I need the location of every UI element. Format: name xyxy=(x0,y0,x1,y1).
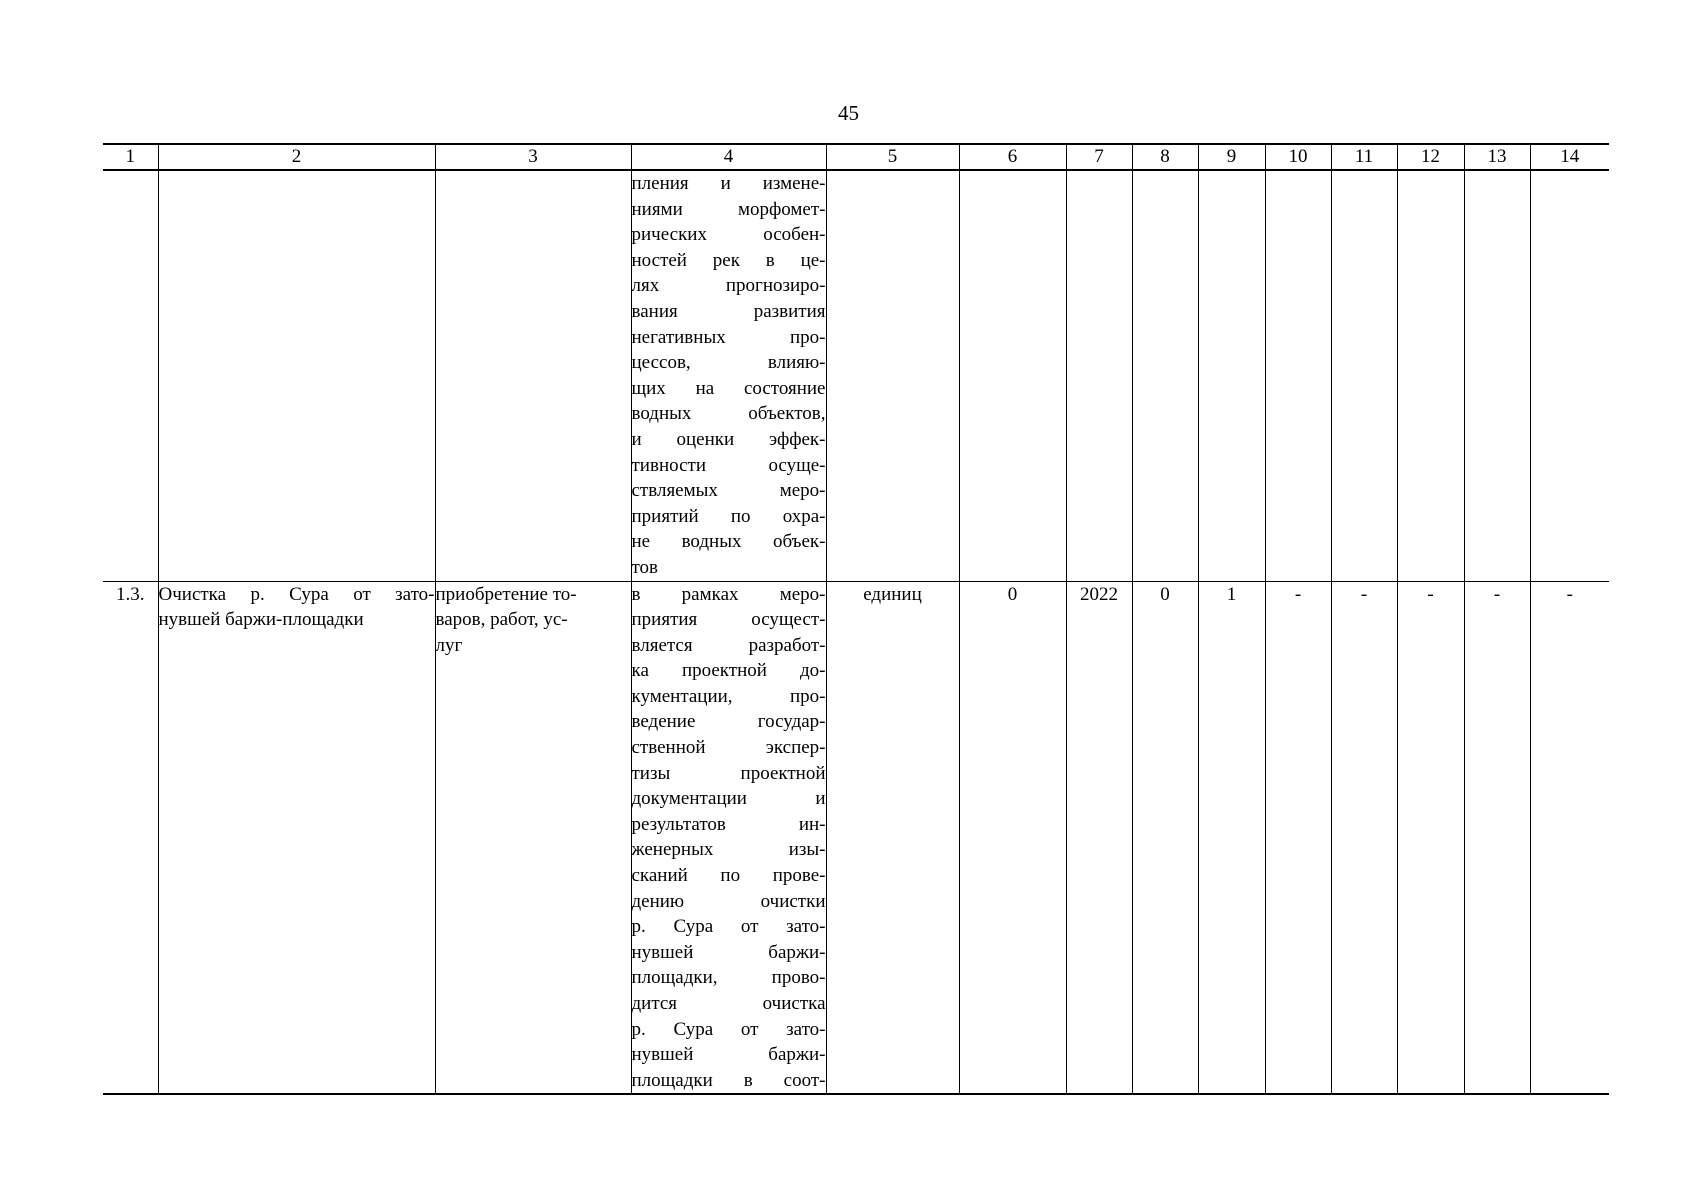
column-header-8: 8 xyxy=(1132,144,1198,170)
description-line: р. Сура от зато- xyxy=(631,1018,826,1040)
description-line: кументации, про- xyxy=(631,685,826,707)
description-line: документации и xyxy=(631,788,826,810)
measure-name-line: нувшей баржи-площадки xyxy=(158,609,364,631)
description-line: ствляемых меро- xyxy=(631,480,826,502)
cell-value xyxy=(1397,170,1464,581)
table-row xyxy=(103,170,1609,581)
description-line: результатов ин- xyxy=(631,813,826,835)
cell-unit: единиц xyxy=(826,581,959,1094)
description-line: ведение государ- xyxy=(631,711,826,733)
column-header-6: 6 xyxy=(959,144,1066,170)
column-header-12: 12 xyxy=(1397,144,1464,170)
cell-value xyxy=(1132,170,1198,581)
description-line: вляется разработ- xyxy=(631,634,826,656)
description-line: р. Сура от зато- xyxy=(631,916,826,938)
cell-value xyxy=(1198,170,1265,581)
cell-type xyxy=(435,170,631,581)
column-header-9: 9 xyxy=(1198,144,1265,170)
description-line: в рамках меро- xyxy=(631,583,826,605)
cell-value: - xyxy=(1265,581,1331,1094)
description-line: щих на состояние xyxy=(631,377,826,399)
description-line: сканий по прове- xyxy=(631,865,826,887)
column-header-2: 2 xyxy=(158,144,435,170)
description-line: дению очистки xyxy=(631,890,826,912)
description-line: нувшей баржи- xyxy=(631,941,826,963)
description-line: тов xyxy=(631,556,659,578)
cell-value xyxy=(1066,170,1132,581)
description-line: ственной экспер- xyxy=(631,737,826,759)
cell-unit xyxy=(826,170,959,581)
description-line: рических особен- xyxy=(631,224,826,246)
description-line: нувшей баржи- xyxy=(631,1044,826,1066)
description-line: площадки в соот- xyxy=(631,1069,826,1091)
description-line: ниями морфомет- xyxy=(631,198,826,220)
cell-value: 1 xyxy=(1198,581,1265,1094)
description-line: дится очистка xyxy=(631,993,826,1014)
description-line: водных объектов, xyxy=(631,403,826,425)
cell-number: 1.3. xyxy=(103,581,158,1094)
cell-number xyxy=(103,170,158,581)
description-line: негативных про- xyxy=(631,326,826,348)
description-line: площадки, прово- xyxy=(631,967,826,989)
column-header-11: 11 xyxy=(1331,144,1397,170)
description-line: ка проектной до- xyxy=(631,660,826,682)
column-header-14: 14 xyxy=(1530,144,1609,170)
description-line: тивности осуще- xyxy=(631,454,826,476)
description-line: приятия осущест- xyxy=(631,609,826,631)
cell-description xyxy=(631,170,826,581)
cell-value xyxy=(1331,170,1397,581)
column-header-7: 7 xyxy=(1066,144,1132,170)
cell-value xyxy=(1464,170,1530,581)
description-line: лях прогнозиро- xyxy=(631,275,826,297)
table-row xyxy=(103,581,1609,1094)
description-line: вания развития xyxy=(631,300,826,322)
cell-measure-name xyxy=(158,170,435,581)
cell-description xyxy=(631,581,826,1094)
cell-value: - xyxy=(1331,581,1397,1094)
measure-name-line: Очистка р. Сура от зато- xyxy=(158,583,435,605)
cell-value xyxy=(1265,170,1331,581)
cell-value: 2022 xyxy=(1066,581,1132,1094)
cell-value: - xyxy=(1530,581,1609,1094)
column-header-13: 13 xyxy=(1464,144,1530,170)
description-line: и оценки эффек- xyxy=(631,428,826,450)
type-line: луг xyxy=(435,634,463,656)
cell-value: - xyxy=(1397,581,1464,1094)
column-header-5: 5 xyxy=(826,144,959,170)
cell-value xyxy=(1530,170,1609,581)
description-line: пления и измене- xyxy=(631,173,826,194)
column-header-3: 3 xyxy=(435,144,631,170)
cell-value: 0 xyxy=(1132,581,1198,1094)
header-row xyxy=(103,144,1609,170)
description-line: приятий по охра- xyxy=(631,505,826,527)
page-number: 45 xyxy=(838,101,859,125)
description-line: цессов, влияю- xyxy=(631,352,826,374)
description-line: ностей рек в це- xyxy=(631,249,826,271)
type-line: варов, работ, ус- xyxy=(435,609,568,631)
column-header-10: 10 xyxy=(1265,144,1331,170)
cell-value xyxy=(959,170,1066,581)
description-line: не водных объек- xyxy=(631,531,826,553)
measures-table xyxy=(103,143,1609,1095)
cell-measure-name xyxy=(158,581,435,1094)
cell-type xyxy=(435,581,631,1094)
description-line: тизы проектной xyxy=(631,762,826,784)
cell-value: - xyxy=(1464,581,1530,1094)
description-line: женерных изы- xyxy=(631,839,826,861)
cell-value: 0 xyxy=(959,581,1066,1094)
column-header-1: 1 xyxy=(103,144,158,170)
type-line: приобретение то- xyxy=(435,583,577,605)
column-header-4: 4 xyxy=(631,144,826,170)
